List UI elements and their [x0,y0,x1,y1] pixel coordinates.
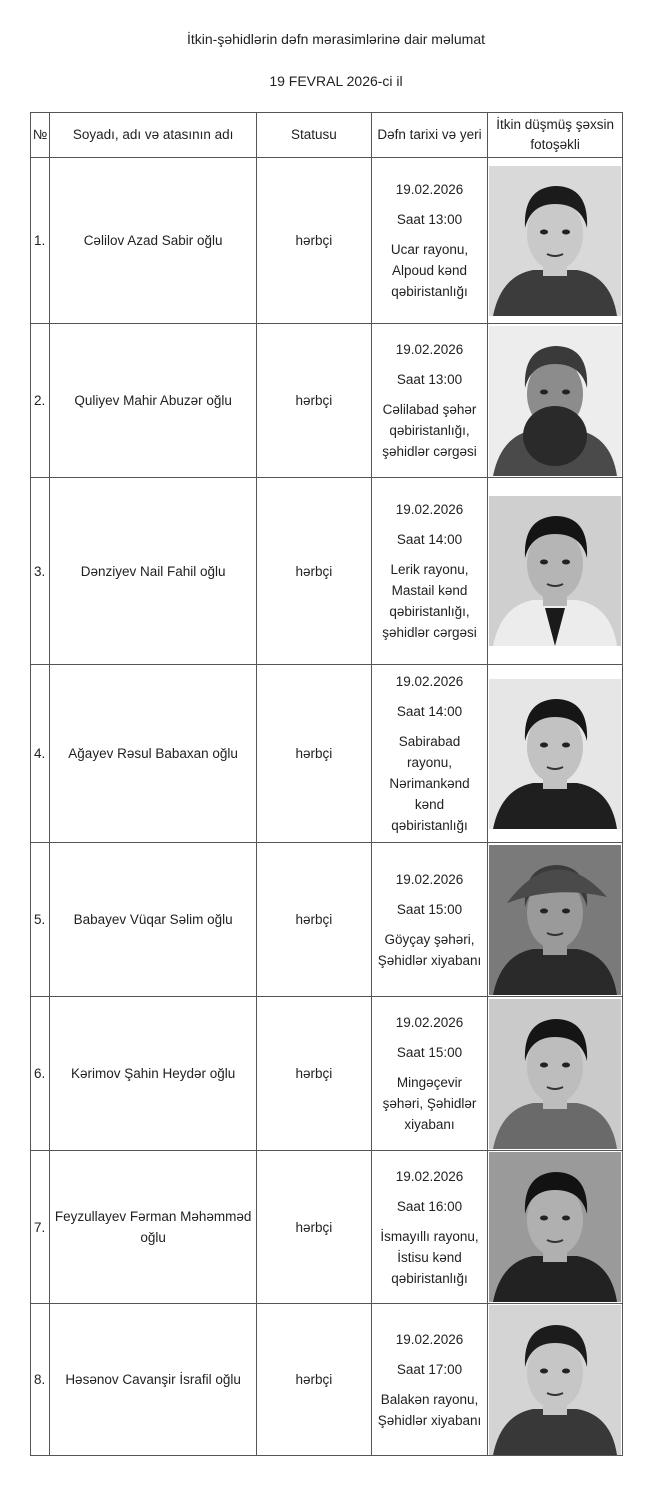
photo-cell [488,1151,623,1304]
person-name: Quliyev Mahir Abuzər oğlu [50,324,257,478]
portrait-photo [489,496,621,646]
person-status: hərbçi [257,1304,372,1456]
burial-time: Saat 16:00 [396,1198,463,1214]
row-number: 8. [31,1304,50,1456]
table-row [31,665,623,843]
document-title: İtkin-şəhidlərin dəfn mərasimlərinə dair məlumat [186,31,485,47]
table-row [31,1151,623,1304]
person-status: hərbçi [257,1151,372,1304]
document-date: 19 FEVRAL 2026-ci il [269,73,403,89]
burial-place: Ucar rayonu, Alpoud kənd qəbiristanlığı [390,242,469,299]
col-header-name: Soyadı, adı və atasının adı [50,113,257,158]
burial-date: 19.02.2026 [395,871,464,887]
photo-cell [488,665,623,843]
row-number: 4. [31,665,50,843]
burial-info [371,1151,488,1304]
col-header-photo: İtkin düşmüş şəxsin fotoşəkli [488,113,623,158]
row-number: 2. [31,324,50,478]
photo-cell [488,158,623,324]
burial-info [371,158,488,324]
burial-place: Lerik rayonu, Mastail kənd qəbiristanlığı, şəhidlər cərgəsi [382,562,477,640]
burial-place: Göyçay şəhəri, Şəhidlər xiyabanı [377,931,482,968]
burial-info [371,1304,488,1456]
person-status: hərbçi [257,997,372,1151]
burial-time: Saat 14:00 [396,704,463,719]
burial-place: İsmayıllı rayonu, İstisu kənd qəbiristanlığı [380,1228,479,1286]
photo-cell [488,1304,623,1456]
portrait-photo [489,845,621,995]
burial-date: 19.02.2026 [395,342,464,357]
burial-info [371,324,488,478]
col-header-number: № [31,113,50,158]
row-number: 6. [31,997,50,1151]
person-name: Həsənov Cavanşir İsrafil oğlu [50,1304,257,1456]
photo-cell [488,997,623,1151]
burial-time: Saat 17:00 [396,1361,463,1377]
person-status: hərbçi [257,843,372,997]
table-row [31,158,623,324]
burial-date: 19.02.2026 [395,502,464,517]
burial-time: Saat 13:00 [396,212,463,227]
burial-time: Saat 15:00 [396,901,463,917]
burial-date: 19.02.2026 [395,1331,464,1347]
portrait-photo [489,999,621,1149]
table-row [31,1304,623,1456]
burial-info [371,843,488,997]
burial-info [371,665,488,843]
table-row [31,478,623,665]
burial-time: Saat 14:00 [396,532,463,547]
burial-place: Cəlilabad şəhər qəbiristanlığı, şəhidlər cərgəsi [382,402,477,459]
portrait-photo [489,1305,621,1455]
burial-time: Saat 13:00 [396,372,463,387]
burial-date: 19.02.2026 [395,182,464,197]
person-name: Feyzullayev Fərman Məhəmməd oğlu [50,1151,257,1304]
burial-info [371,478,488,665]
person-status: hərbçi [257,665,372,843]
table-row [31,997,623,1151]
burial-info [371,997,488,1151]
row-number: 1. [31,158,50,324]
burial-table [30,112,623,1456]
person-status: hərbçi [257,158,372,324]
photo-cell [488,324,623,478]
table-row [31,843,623,997]
row-number: 5. [31,843,50,997]
col-header-burial: Dəfn tarixi və yeri [371,113,488,158]
burial-time: Saat 15:00 [396,1045,463,1060]
burial-date: 19.02.2026 [395,674,464,689]
table-row [31,324,623,478]
portrait-photo [489,326,621,476]
person-status: hərbçi [257,478,372,665]
person-name: Ağayev Rəsul Babaxan oğlu [50,665,257,843]
portrait-photo [489,166,621,316]
portrait-photo [489,679,621,829]
person-status: hərbçi [257,324,372,478]
burial-place: Sabirabad rayonu, Nərimankənd kənd qəbiristanlığı [389,734,470,833]
person-name: Babayev Vüqar Səlim oğlu [50,843,257,997]
photo-cell [488,843,623,997]
row-number: 3. [31,478,50,665]
burial-place: Balakən rayonu, Şəhidlər xiyabanı [377,1391,482,1428]
person-name: Kərimov Şahin Heydər oğlu [50,997,257,1151]
row-number: 7. [31,1151,50,1304]
person-name: Dənziyev Nail Fahil oğlu [50,478,257,665]
burial-place: Mingəçevir şəhəri, Şəhidlər xiyabanı [382,1075,477,1132]
table-header-row [31,113,623,158]
burial-date: 19.02.2026 [395,1168,464,1184]
portrait-photo [489,1152,621,1302]
col-header-status: Statusu [257,113,372,158]
photo-cell [488,478,623,665]
person-name: Cəlilov Azad Sabir oğlu [50,158,257,324]
burial-date: 19.02.2026 [395,1015,464,1030]
